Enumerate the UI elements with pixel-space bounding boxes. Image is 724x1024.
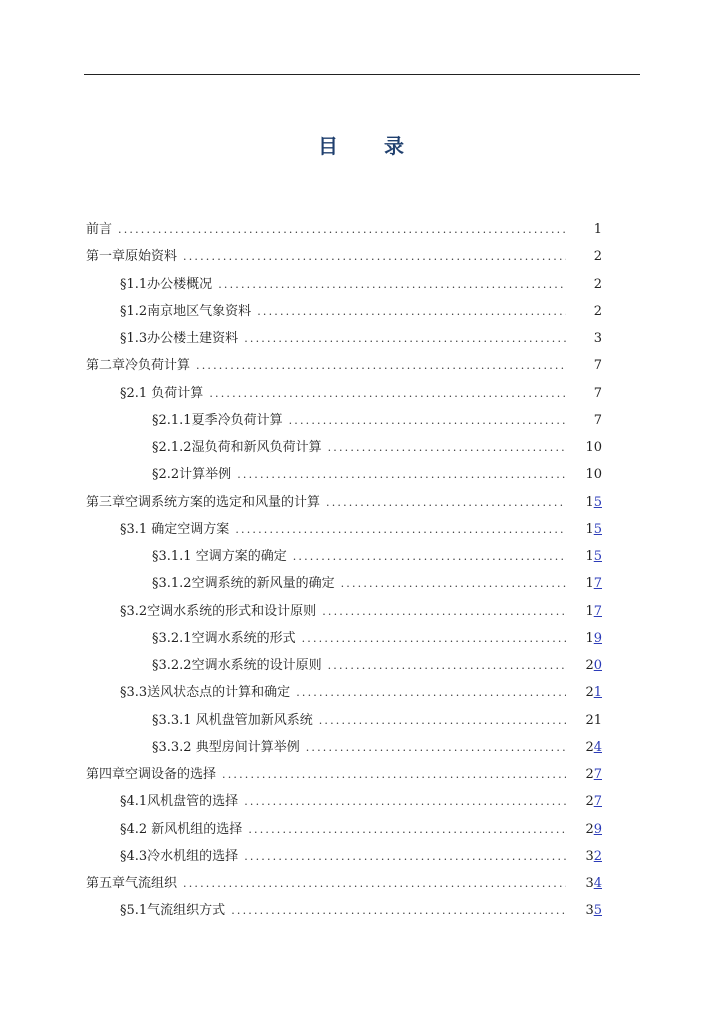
toc-dot-leader: [306, 740, 566, 756]
toc-entry-label: §2.1.2湿负荷和新风负荷计算: [152, 440, 322, 455]
toc-page-number: 10: [585, 440, 602, 455]
toc-page-number: 17: [585, 576, 602, 592]
toc-page-number: 29: [585, 821, 602, 837]
toc-entry-label: §4.2 新风机组的选择: [120, 821, 243, 837]
toc-dot-leader: [248, 822, 566, 838]
toc-entry-label: §2.2计算举例: [152, 467, 232, 483]
toc-entry[interactable]: [120, 790, 602, 810]
toc-dot-leader: [218, 277, 566, 293]
toc-entry[interactable]: [152, 572, 602, 592]
toc-entry-label: §1.1办公楼概况: [120, 276, 213, 292]
toc-page-number: 10: [585, 467, 602, 483]
toc-entry[interactable]: [152, 627, 602, 647]
toc-entry[interactable]: [120, 600, 602, 620]
toc-page-number: 24: [585, 739, 602, 755]
toc-dot-leader: [328, 440, 566, 456]
toc-page-number: 21: [585, 712, 602, 728]
toc-entry-label: 第一章原始资料: [86, 249, 178, 265]
toc-entry[interactable]: [152, 463, 602, 483]
toc-page-number: 2: [593, 276, 602, 292]
toc-entry-label: §4.1风机盘管的选择: [120, 794, 239, 810]
toc-dot-leader: [326, 495, 566, 511]
toc-dot-leader: [183, 249, 566, 265]
toc-dot-leader: [302, 631, 566, 647]
toc-dot-leader: [196, 358, 566, 374]
toc-entry-label: §3.2.2空调水系统的设计原则: [152, 658, 322, 673]
toc-entry[interactable]: [120, 382, 602, 402]
toc-entry-label: 第五章气流组织: [86, 876, 178, 891]
toc-entry[interactable]: [152, 736, 602, 756]
toc-page-number: 20: [585, 658, 602, 673]
toc-entry-label: 第三章空调系统方案的选定和风量的计算: [86, 494, 321, 510]
toc-entry-label: 第二章冷负荷计算: [86, 358, 191, 374]
toc-page-number: 27: [585, 794, 602, 810]
toc-page-number: 35: [585, 903, 602, 919]
toc-dot-leader: [237, 467, 566, 483]
toc-dot-leader: [341, 576, 566, 592]
toc-entry-label: §1.3办公楼土建资料: [120, 331, 239, 346]
toc-entry-label: §3.1.2空调系统的新风量的确定: [152, 576, 335, 592]
toc-dot-leader: [235, 522, 566, 538]
toc-entry-label: §5.1气流组织方式: [120, 903, 226, 919]
toc-dot-leader: [244, 794, 566, 810]
toc-page-number: 34: [585, 876, 602, 891]
toc-page-number: 32: [585, 848, 602, 864]
toc-dot-leader: [296, 685, 566, 701]
page-title: 目 录: [318, 134, 406, 158]
toc-entry[interactable]: [86, 218, 602, 238]
toc-dot-leader: [244, 331, 566, 347]
toc-entry-label: §3.1 确定空调方案: [120, 521, 230, 537]
toc-page-number: 1: [593, 222, 602, 237]
toc-dot-leader: [289, 413, 566, 429]
toc-dot-leader: [222, 767, 566, 783]
toc-entry-label: 第四章空调设备的选择: [86, 767, 217, 782]
toc-entry-label: §2.1 负荷计算: [120, 385, 204, 401]
toc-entry[interactable]: [120, 818, 602, 838]
toc-page-number: 19: [585, 630, 602, 646]
toc-entry[interactable]: [120, 273, 602, 293]
toc-dot-leader: [231, 903, 566, 919]
toc-entry[interactable]: [152, 409, 602, 429]
toc-dot-leader: [244, 849, 566, 865]
toc-dot-leader: [118, 222, 566, 238]
toc-entry[interactable]: [120, 518, 602, 538]
toc-entry[interactable]: [86, 354, 602, 374]
toc-entry[interactable]: [86, 872, 602, 892]
toc-entry-label: §3.3.1 风机盘管加新风系统: [152, 712, 313, 728]
toc-entry-label: §3.2空调水系统的形式和设计原则: [120, 603, 317, 619]
toc-entry[interactable]: [120, 327, 602, 347]
toc-entry[interactable]: [120, 899, 602, 919]
toc-page-number: 15: [585, 549, 602, 564]
toc-entry-label: §2.1.1夏季冷负荷计算: [152, 412, 283, 428]
toc-entry[interactable]: [152, 436, 602, 456]
toc-page-number: 21: [585, 685, 602, 701]
toc-page-number: 2: [593, 249, 602, 265]
toc-dot-leader: [328, 658, 566, 674]
toc-entry[interactable]: [120, 300, 602, 320]
toc-entry[interactable]: [152, 654, 602, 674]
toc-dot-leader: [183, 876, 566, 892]
toc-entry[interactable]: [86, 245, 602, 265]
toc-page-number: 7: [593, 385, 602, 401]
toc-page-number: 27: [585, 767, 602, 782]
toc-entry-label: §1.2南京地区气象资料: [120, 303, 252, 319]
toc-entry[interactable]: [86, 491, 602, 511]
toc-page-number: 7: [593, 358, 602, 374]
toc-entry[interactable]: [152, 709, 602, 729]
toc-dot-leader: [257, 304, 566, 320]
toc-entry[interactable]: [152, 545, 602, 565]
toc-entry[interactable]: [120, 845, 602, 865]
toc-page-number: 7: [593, 412, 602, 428]
toc-entry-label: §3.3.2 典型房间计算举例: [152, 739, 300, 755]
toc-entry-label: §3.3送风状态点的计算和确定: [120, 685, 291, 701]
toc-dot-leader: [319, 713, 566, 729]
toc-page-number: 15: [585, 521, 602, 537]
toc-dot-leader: [209, 386, 566, 402]
toc-entry-label: §3.1.1 空调方案的确定: [152, 549, 287, 564]
toc-dot-leader: [322, 604, 566, 620]
toc-page-number: 2: [593, 303, 602, 319]
toc-page-number: 3: [593, 331, 602, 346]
toc-entry-label: §3.2.1空调水系统的形式: [152, 630, 296, 646]
toc-dot-leader: [293, 549, 566, 565]
toc-entry-label: 前言: [86, 222, 113, 237]
toc-page-number: 17: [585, 603, 602, 619]
toc-page-number: 15: [585, 494, 602, 510]
toc-entry-label: §4.3冷水机组的选择: [120, 848, 239, 864]
toc-entry[interactable]: [86, 763, 602, 783]
toc-entry[interactable]: [120, 681, 602, 701]
